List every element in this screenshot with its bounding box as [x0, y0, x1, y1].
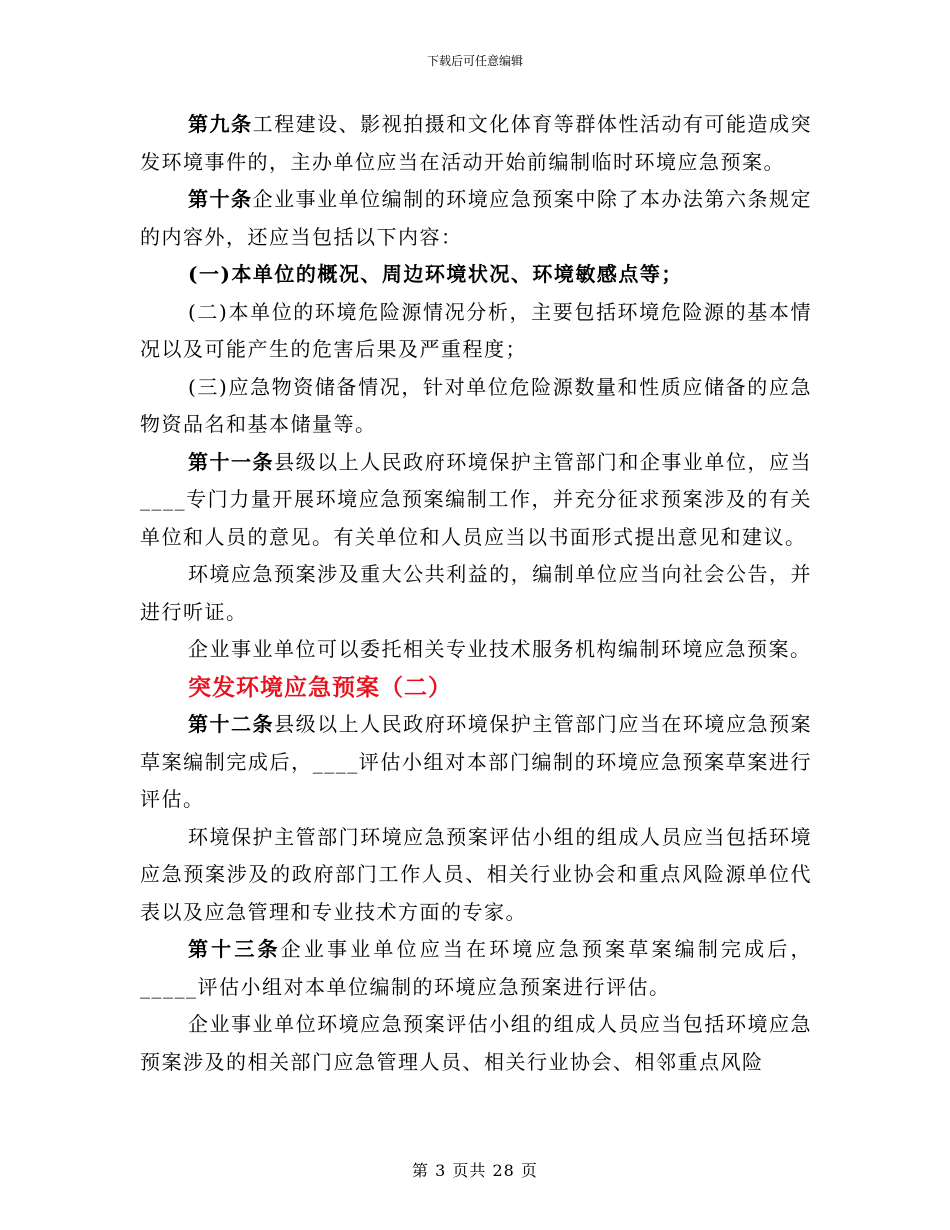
- paragraph-text: 县级以上人民政府环境保护主管部门应当在环境应急预案草案编制完成后，____评估小组对本部门编制的环境应急预案草案进行评估。: [140, 712, 813, 811]
- paragraph-public-interest: 环境应急预案涉及重大公共利益的，编制单位应当向社会公告，并进行听证。: [140, 562, 812, 624]
- document-body: [140, 106, 812, 1081]
- paragraph-article-10: [140, 181, 812, 256]
- paragraph-text: 县级以上人民政府环境保护主管部门和企事业单位，应当____专门力量开展环境应急预案编制工作，并充分征求预案涉及的有关单位和人员的意见。有关单位和人员应当以书面形式提出意见和建议。: [140, 449, 813, 549]
- article-number: 第十一条: [188, 449, 275, 474]
- paragraph-article-11: [140, 444, 812, 557]
- list-item-3: (三)应急物资储备情况，针对单位危险源数量和性质应储备的应急物资品名和基本储量等。: [140, 374, 812, 436]
- article-number: 第十二条: [188, 712, 275, 736]
- paragraph-text: 企业事业单位编制的环境应急预案中除了本办法第六条规定的内容外，还应当包括以下内容：: [140, 187, 813, 249]
- page-header: 下载后可任意编辑: [426, 54, 523, 68]
- paragraph-article-12: [140, 706, 812, 819]
- list-item-1: (一)本单位的概况、周边环境状况、环境敏感点等；: [188, 262, 683, 286]
- paragraph-text: 企业事业单位应当在环境应急预案草案编制完成后，_____评估小组对本单位编制的环境应急预案进行评估。: [140, 937, 813, 999]
- paragraph-text: 工程建设、影视拍摄和文化体育等群体性活动有可能造成突发环境事件的，主办单位应当在活动开始前编制临时环境应急预案。: [140, 112, 813, 174]
- page-footer: 第 3 页共 28 页: [412, 1161, 538, 1180]
- paragraph-article-9: [140, 106, 812, 181]
- paragraph-entrust: 企业事业单位可以委托相关专业技术服务机构编制环境应急预案。: [188, 637, 812, 661]
- article-number: 第十三条: [188, 937, 281, 961]
- section-title: 突发环境应急预案（二）: [188, 673, 452, 701]
- article-number: 第九条: [188, 112, 253, 136]
- paragraph-article-13: [140, 931, 812, 1006]
- paragraph-enterprise-team: 企业事业单位环境应急预案评估小组的组成人员应当包括环境应急预案涉及的相关部门应急管理人员、相关行业协会、相邻重点风险: [140, 1012, 812, 1074]
- paragraph-evaluation-team: 环境保护主管部门环境应急预案评估小组的组成人员应当包括环境应急预案涉及的政府部门工作人员、相关行业协会和重点风险源单位代表以及应急管理和专业技术方面的专家。: [140, 824, 812, 924]
- list-item-2: (二)本单位的环境危险源情况分析，主要包括环境危险源的基本情况以及可能产生的危害后果及严重程度；: [140, 299, 812, 361]
- article-number: 第十条: [188, 187, 253, 211]
